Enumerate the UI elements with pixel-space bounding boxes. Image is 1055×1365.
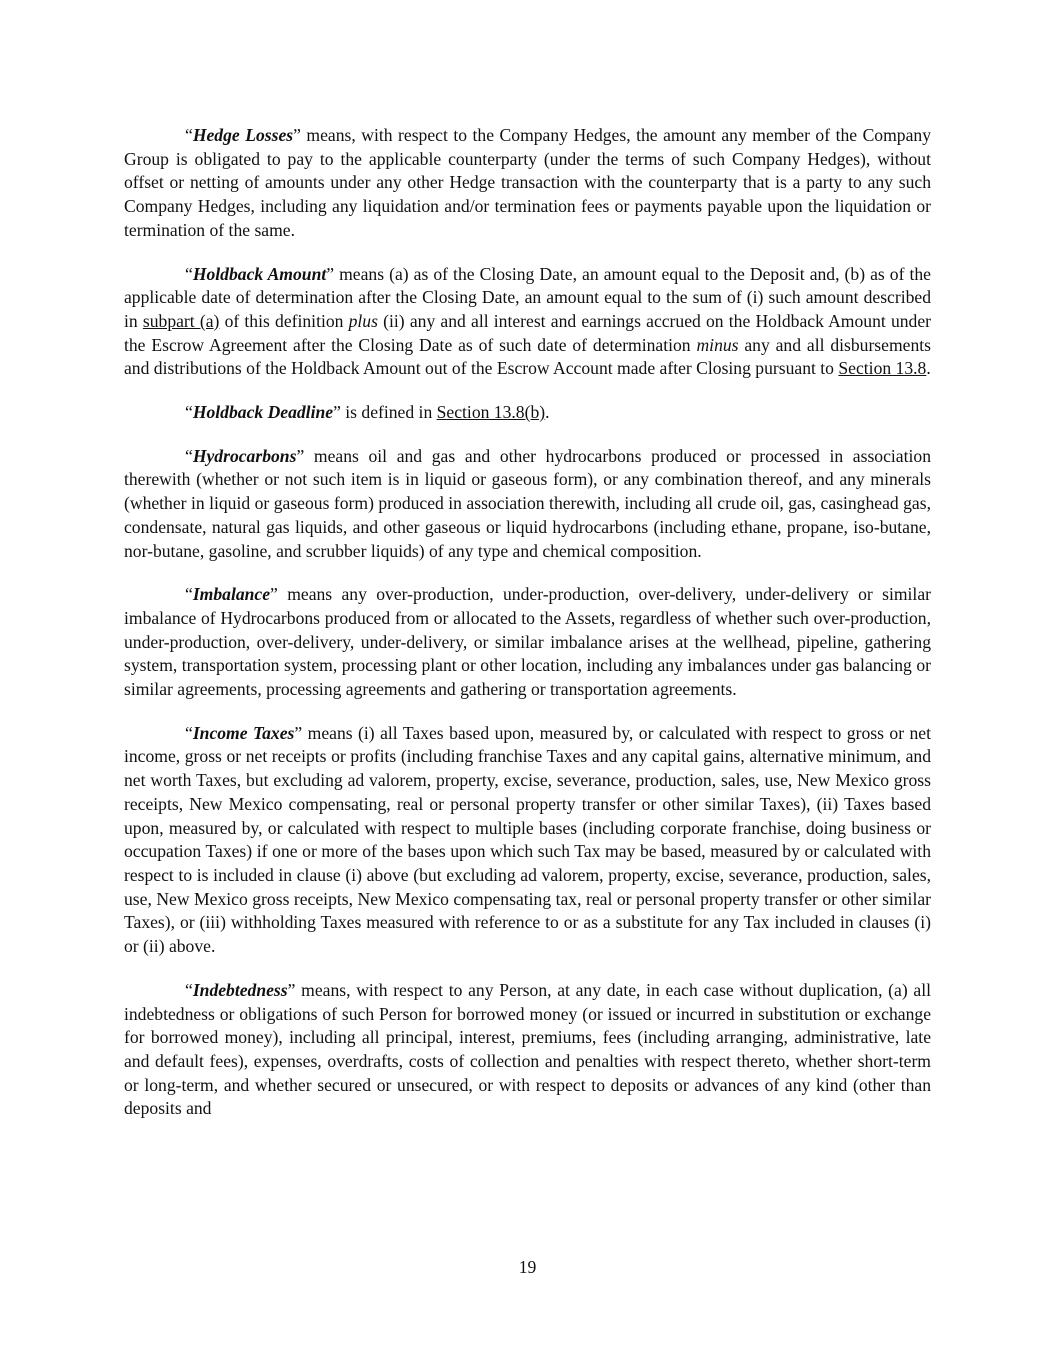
defined-term: Holdback Deadline xyxy=(192,402,334,423)
definition-text: of this definition xyxy=(219,310,349,331)
definition-holdback-deadline: “Holdback Deadline” is defined in Section 13.8(b). xyxy=(185,402,550,423)
definition-hedge-losses: “Hedge Losses” means, with respect to the Company Hedges, the amount any member of the Company Group is obligated to pay to the applicable counterparty (under the terms of such Company Hedges), without offset or netting of amounts under any other Hedge transaction with the counterparty that is a party to any such Company Hedges, including any liquidation and/or termination fees or payments payable upon the liquidation or termination of the same. xyxy=(124,125,931,240)
definition-text: ” means (a) as of the Closing Date, an amount equal to the Deposit and, (b) as of the applicable date of determination after the Closing Date, an amount equal to the sum of (i) such amount described in xyxy=(124,263,931,331)
definition-hydrocarbons: “Hydrocarbons” means oil and gas and other hydrocarbons produced or processed in association therewith (whether or not such item is in liquid or gaseous form), or any combination thereof, and any minerals (whether in liquid or gaseous form) produced in association therewith, including all crude oil, gas, casinghead gas, condensate, natural gas liquids, and other gaseous or liquid hydrocarbons (including ethane, propane, iso-butane, nor-butane, gasoline, and scrubber liquids) of any type and chemical composition. xyxy=(124,445,931,561)
definition-text: ” means any over-production, under-production, over-delivery, under-delivery or similar imbalance of Hydrocarbons produced from or allocated to the Assets, regardless of whether such over-production, under-production, over-delivery, under-delivery, or similar imbalance arises at the wellhead, pipeline, gathering system, transportation system, processing plant or other location, including any imbalances under gas balancing or similar agreements, processing agreements and gathering or transportation agreements. xyxy=(124,584,931,700)
emphasis-minus: minus xyxy=(696,334,739,355)
defined-term: Holdback Amount xyxy=(192,263,327,284)
cross-reference-section-13-8[interactable]: Section 13.8 xyxy=(838,358,927,379)
document-page xyxy=(124,124,931,1141)
definition-text: . xyxy=(926,358,931,379)
definition-text: ” means (i) all Taxes based upon, measured by, or calculated with respect to gross or net income, gross or net receipts or profits (including franchise Taxes and any capital gains, alternative minimum, and net worth Taxes, but excluding ad valorem, property, excise, severance, production, sales, use, New Mexico gross receipts, New Mexico compensating, real or personal property transfer or other similar Taxes), (ii) Taxes based upon, measured by, or calculated with respect to multiple bases (including corporate franchise, doing business or occupation Taxes) if one or more of the bases upon which such Tax may be based, measured by or calculated with respect to is included in clause (i) above (but excluding ad valorem, property, excise, severance, production, sales, use, New Mexico gross receipts, New Mexico compensating tax, real or personal property transfer or other similar Taxes), or (iii) withholding Taxes measured with reference to or as a substitute for any Tax included in clauses (i) or (ii) above. xyxy=(124,722,931,957)
emphasis-plus: plus xyxy=(348,310,378,331)
definition-indebtedness: “Indebtedness” means, with respect to any Person, at any date, in each case without duplication, (a) all indebtedness or obligations of such Person for borrowed money (or issued or incurred in substitution or exchange for borrowed money), including all principal, interest, premiums, fees (including arranging, administrative, late and default fees), expenses, overdrafts, costs of collection and penalties with respect thereto, whether short-term or long-term, and whether secured or unsecured, or with respect to deposits or advances of any kind (other than deposits and xyxy=(124,979,931,1119)
definition-text: ” means, with respect to any Person, at any date, in each case without duplication, (a) all indebtedness or obligations of such Person for borrowed money (or issued or incurred in substitution or exchange for borrowed money), including all principal, interest, premiums, fees (including arranging, administrative, late and default fees), expenses, overdrafts, costs of collection and penalties with respect thereto, whether short-term or long-term, and whether secured or unsecured, or with respect to deposits or advances of any kind (other than deposits and xyxy=(124,979,931,1119)
definition-text: ” is defined in xyxy=(333,402,437,423)
defined-term: Hedge Losses xyxy=(192,125,294,145)
definition-text: . xyxy=(545,402,550,423)
defined-term: Income Taxes xyxy=(192,722,295,743)
defined-term: Imbalance xyxy=(192,584,271,605)
definition-holdback-amount: “Holdback Amount” means (a) as of the Closing Date, an amount equal to the Deposit and, (b) as of the applicable date of determination after the Closing Date, an amount equal to the sum of (i) such amount described in subpart (a) of this definition plus (ii) any and all interest and earnings accrued on the Holdback Amount under the Escrow Agreement after the Closing Date as of such date of determination minus any and all disbursements and distributions of the Holdback Amount out of the Escrow Account made after Closing pursuant to Section 13.8. xyxy=(124,263,931,379)
definition-imbalance: “Imbalance” means any over-production, under-production, over-delivery, under-delivery or similar imbalance of Hydrocarbons produced from or allocated to the Assets, regardless of whether such over-production, under-production, over-delivery, under-delivery, or similar imbalance arises at the wellhead, pipeline, gathering system, transportation system, processing plant or other location, including any imbalances under gas balancing or similar agreements, processing agreements and gathering or transportation agreements. xyxy=(124,584,931,700)
defined-term: Hydrocarbons xyxy=(192,445,297,466)
page-number: 19 xyxy=(518,1257,537,1277)
definition-text: ” means, with respect to the Company Hedges, the amount any member of the Company Group is obligated to pay to the applicable counterparty (under the terms of such Company Hedges), without offset or netting of amounts under any other Hedge transaction with the counterparty that is a party to any such Company Hedges, including any liquidation and/or termination fees or payments payable upon the liquidation or termination of the same. xyxy=(124,125,931,240)
definition-text: any and all disbursements and distributions of the Holdback Amount out of the Escrow Account made after Closing pursuant to xyxy=(124,334,931,379)
defined-term: Indebtedness xyxy=(192,979,288,1000)
definition-text: ” means oil and gas and other hydrocarbons produced or processed in association therewith (whether or not such item is in liquid or gaseous form), or any combination thereof, and any minerals (whether in liquid or gaseous form) produced in association therewith, including all crude oil, gas, casinghead gas, condensate, natural gas liquids, and other gaseous or liquid hydrocarbons (including ethane, propane, iso-butane, nor-butane, gasoline, and scrubber liquids) of any type and chemical composition. xyxy=(124,445,931,561)
cross-reference-section-13-8-b[interactable]: Section 13.8(b) xyxy=(436,402,546,423)
cross-reference-subpart-a[interactable]: subpart (a) xyxy=(142,310,220,331)
definition-income-taxes: “Income Taxes” means (i) all Taxes based upon, measured by, or calculated with respect to gross or net income, gross or net receipts or profits (including franchise Taxes and any capital gains, alternative minimum, and net worth Taxes, but excluding ad valorem, property, excise, severance, production, sales, use, New Mexico gross receipts, New Mexico compensating, real or personal property transfer or other similar Taxes), (ii) Taxes based upon, measured by, or calculated with respect to multiple bases (including corporate franchise, doing business or occupation Taxes) if one or more of the bases upon which such Tax may be based, measured by or calculated with respect to is included in clause (i) above (but excluding ad valorem, property, excise, severance, production, sales, use, New Mexico gross receipts, New Mexico compensating tax, real or personal property transfer or other similar Taxes), or (iii) withholding Taxes measured with reference to or as a substitute for any Tax included in clauses (i) or (ii) above. xyxy=(124,722,931,957)
definition-text: (ii) any and all interest and earnings accrued on the Holdback Amount under the Escrow Agreement after the Closing Date as of such date of determination xyxy=(124,310,931,355)
